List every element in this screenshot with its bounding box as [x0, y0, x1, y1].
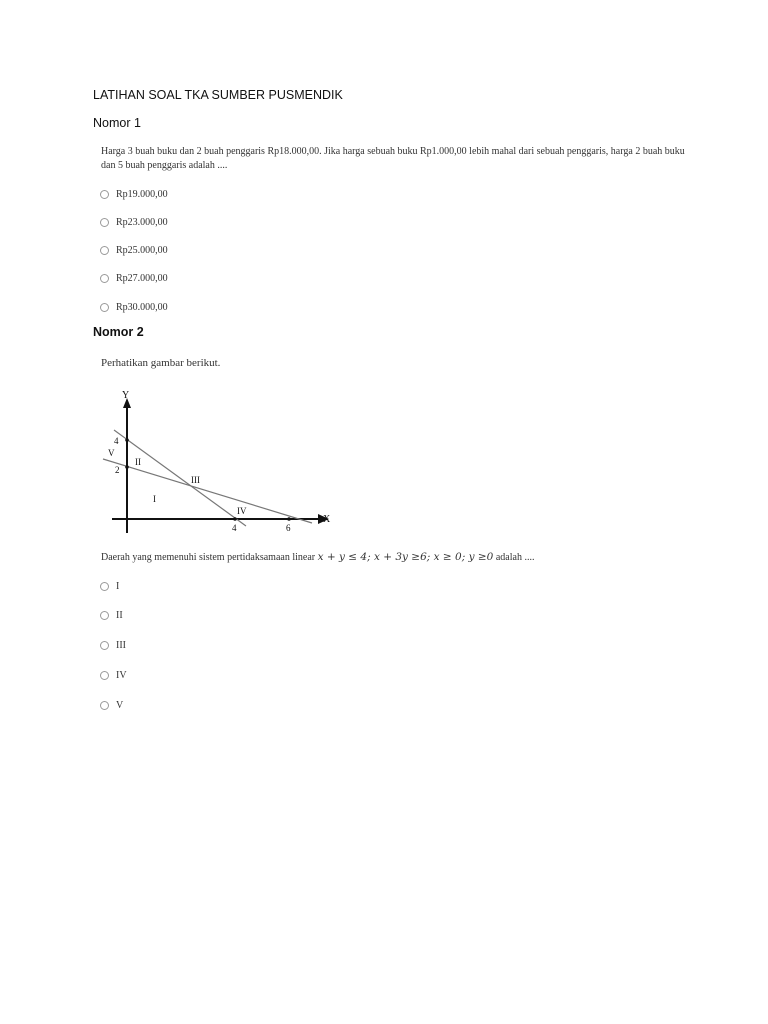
q1-option-4[interactable]: [100, 271, 168, 285]
question-2-text: [101, 551, 534, 563]
region-label-III: III: [191, 475, 200, 485]
q2-option-3[interactable]: [100, 638, 126, 652]
q1-option-2[interactable]: [100, 215, 168, 229]
region-label-V: V: [108, 448, 115, 458]
inequality-graph: [98, 383, 338, 533]
question-2-prefix: Daerah yang memenuhi sistem pertidaksamaan linear: [101, 552, 316, 563]
radio-button-icon[interactable]: [100, 641, 109, 650]
radio-button-icon[interactable]: [100, 246, 109, 255]
y-tick-4: 4: [114, 436, 119, 446]
q1-option-5-label: Rp30.000,00: [116, 301, 168, 313]
radio-button-icon[interactable]: [100, 190, 109, 199]
question-2-intro: Perhatikan gambar berikut.: [101, 357, 221, 369]
y-intercept-2-dot: [125, 465, 129, 469]
line-x-plus-y-4: [114, 430, 246, 526]
q1-option-3[interactable]: [100, 243, 168, 257]
radio-button-icon[interactable]: [100, 611, 109, 620]
q1-option-1-label: Rp19.000,00: [116, 188, 168, 200]
q2-option-1-label: I: [116, 580, 120, 592]
radio-button-icon[interactable]: [100, 218, 109, 227]
q1-option-3-label: Rp25.000,00: [116, 244, 168, 256]
q1-option-5[interactable]: [100, 300, 168, 314]
x-tick-6: 6: [286, 523, 291, 533]
q1-option-4-label: Rp27.000,00: [116, 272, 168, 284]
q2-option-5-label: V: [116, 699, 124, 711]
q2-option-2[interactable]: [100, 608, 123, 622]
radio-button-icon[interactable]: [100, 671, 109, 680]
region-label-IV: IV: [237, 506, 247, 516]
y-intercept-4-dot: [125, 438, 129, 442]
x-axis-label: X: [323, 514, 331, 525]
radio-button-icon[interactable]: [100, 303, 109, 312]
q2-option-5[interactable]: [100, 698, 123, 712]
q1-option-2-label: Rp23.000,00: [116, 216, 168, 228]
q1-option-1[interactable]: [100, 187, 168, 201]
region-label-I: I: [153, 494, 156, 504]
x-tick-4: 4: [232, 523, 237, 533]
radio-button-icon[interactable]: [100, 701, 109, 710]
q2-option-4[interactable]: [100, 668, 127, 682]
radio-button-icon[interactable]: [100, 582, 109, 591]
y-tick-2: 2: [115, 465, 120, 475]
x-intercept-6-dot: [287, 517, 291, 521]
q2-option-3-label: III: [116, 639, 126, 651]
line-x-plus-3y-6: [103, 459, 312, 523]
question-2-heading: Nomor 2: [93, 325, 144, 339]
y-axis-label: Y: [122, 390, 130, 401]
q2-option-2-label: II: [116, 609, 123, 621]
q2-option-1[interactable]: [100, 579, 119, 593]
region-label-II: II: [135, 457, 141, 467]
document-title: LATIHAN SOAL TKA SUMBER PUSMENDIK: [93, 88, 343, 102]
x-intercept-4-dot: [233, 517, 237, 521]
question-2-suffix: adalah ....: [495, 552, 535, 563]
radio-button-icon[interactable]: [100, 274, 109, 283]
question-2-inequalities: x + y ≤ 4; x + 3y ≥6; x ≥ 0; y ≥0: [317, 551, 494, 563]
question-1-text: Harga 3 buah buku dan 2 buah penggaris Rp18.000,00. Jika harga sebuah buku Rp1.000,00 lebih mahal dari sebuah penggaris, harga 2 buah buku dan 5 buah penggaris adalah ....: [101, 146, 685, 171]
question-1-heading: Nomor 1: [93, 116, 141, 130]
q2-option-4-label: IV: [116, 669, 127, 681]
